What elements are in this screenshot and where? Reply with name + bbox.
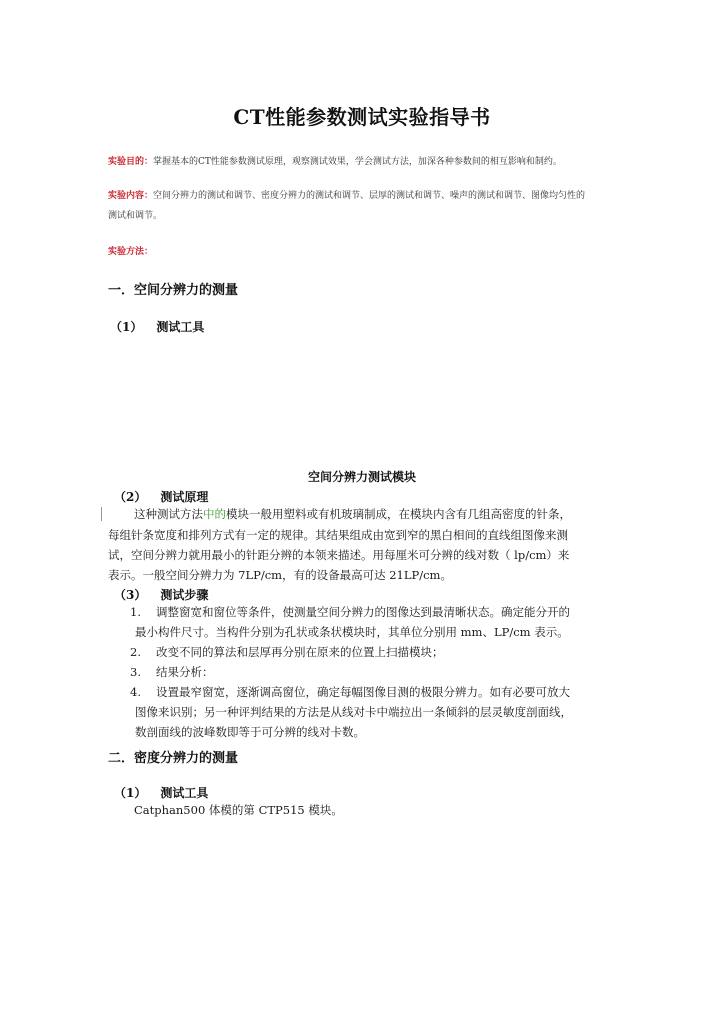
principle-link[interactable]: 中的 — [203, 507, 226, 521]
step-4-line3: 数剖面线的波峰数即等于可分辨的线对卡数。 — [135, 725, 365, 739]
principle-line2: 每组针条宽度和排列方式有一定的规律。其结果组成由宽到窄的黑白相间的直线组图像来测 — [108, 528, 568, 542]
step-1-line2: 最小构件尺寸。当构件分别为孔状或条状模块时，其单位分别用 mm、LP/cm 表示。 — [135, 625, 569, 639]
step-4-text: 设置最窄窗宽，逐渐调高窗位，确定每幅图像目测的极限分辨力。如有必要可放大 — [156, 685, 570, 699]
section1-steps-label: 测试步骤 — [160, 588, 209, 602]
figure-caption: 空间分辨力测试模块 — [307, 470, 416, 484]
step-1-line1 — [130, 604, 570, 620]
section1-principle-heading — [114, 488, 208, 505]
content-text-line1: 空间分辨力的测试和调节、密度分辨力的测试和调节、层厚的测试和调节、噪声的测试和调节、图像均匀性的 — [153, 191, 586, 201]
step-2-num: 2. — [130, 645, 141, 659]
section1-principle-label: 测试原理 — [160, 490, 209, 504]
change-bar — [101, 507, 102, 521]
step-2 — [130, 644, 444, 660]
step-1-text: 调整窗宽和窗位等条件，使测量空间分辨力的图像达到最清晰状态。确定能分开的 — [156, 605, 570, 619]
section1-steps-heading — [114, 586, 208, 603]
section2-heading: 二．密度分辨力的测量 — [108, 751, 239, 766]
purpose-paragraph — [108, 154, 562, 167]
section2-tools-text: Catphan500 体模的第 CTP515 模块。 — [134, 803, 343, 817]
step-4-line2: 图像来识别；另一种评判结果的方法是从线对卡中端拉出一条倾斜的层灵敏度剖面线， — [135, 705, 572, 719]
principle-line3: 试，空间分辨力就用最小的针距分辨的本领来描述。用每厘米可分辨的线对数（ lp/cm）来 — [108, 548, 570, 562]
section1-heading: 一．空间分辨力的测量 — [108, 283, 239, 298]
section1-principle-num: （2） — [114, 490, 147, 504]
step-4-line1 — [130, 684, 570, 700]
step-3-text: 结果分析： — [156, 665, 214, 679]
step-4-num: 4. — [130, 685, 141, 699]
step-3 — [130, 664, 214, 680]
section2-tools-label: 测试工具 — [160, 786, 209, 800]
method-label: 实验方法： — [108, 247, 154, 257]
step-1-num: 1. — [130, 605, 141, 619]
principle-line1-end: 模块一般用塑料或有机玻璃制成，在模块内含有几组高密度的针条， — [226, 507, 571, 521]
step-3-num: 3. — [130, 665, 141, 679]
section1-steps-num: （3） — [114, 588, 147, 602]
step-2-text: 改变不同的算法和层厚再分别在原来的位置上扫描模块； — [156, 645, 444, 659]
principle-line4: 表示。一般空间分辨力为 7LP/cm，有的设备最高可达 21LP/cm。 — [108, 568, 452, 582]
section2-tools-num: （1） — [114, 786, 147, 800]
content-text-line2: 测试和调节。 — [108, 211, 163, 221]
method-paragraph — [108, 244, 153, 257]
section2-tools-heading — [114, 784, 208, 801]
section1-tools-label: 测试工具 — [156, 320, 205, 334]
section1-tools-num: （1） — [110, 320, 143, 334]
content-paragraph-line1 — [108, 188, 585, 201]
purpose-label: 实验目的： — [108, 157, 154, 167]
principle-line1-start: 这种测试方法 — [134, 507, 203, 521]
section1-tools-heading — [110, 318, 204, 335]
principle-line1 — [134, 506, 571, 522]
purpose-text: 掌握基本的CT性能参数测试原理，观察测试效果，学会测试方法，加深各种参数间的相互影响和制约。 — [153, 157, 562, 167]
page-title: CT性能参数测试实验指导书 — [233, 105, 491, 129]
content-label: 实验内容： — [108, 191, 154, 201]
